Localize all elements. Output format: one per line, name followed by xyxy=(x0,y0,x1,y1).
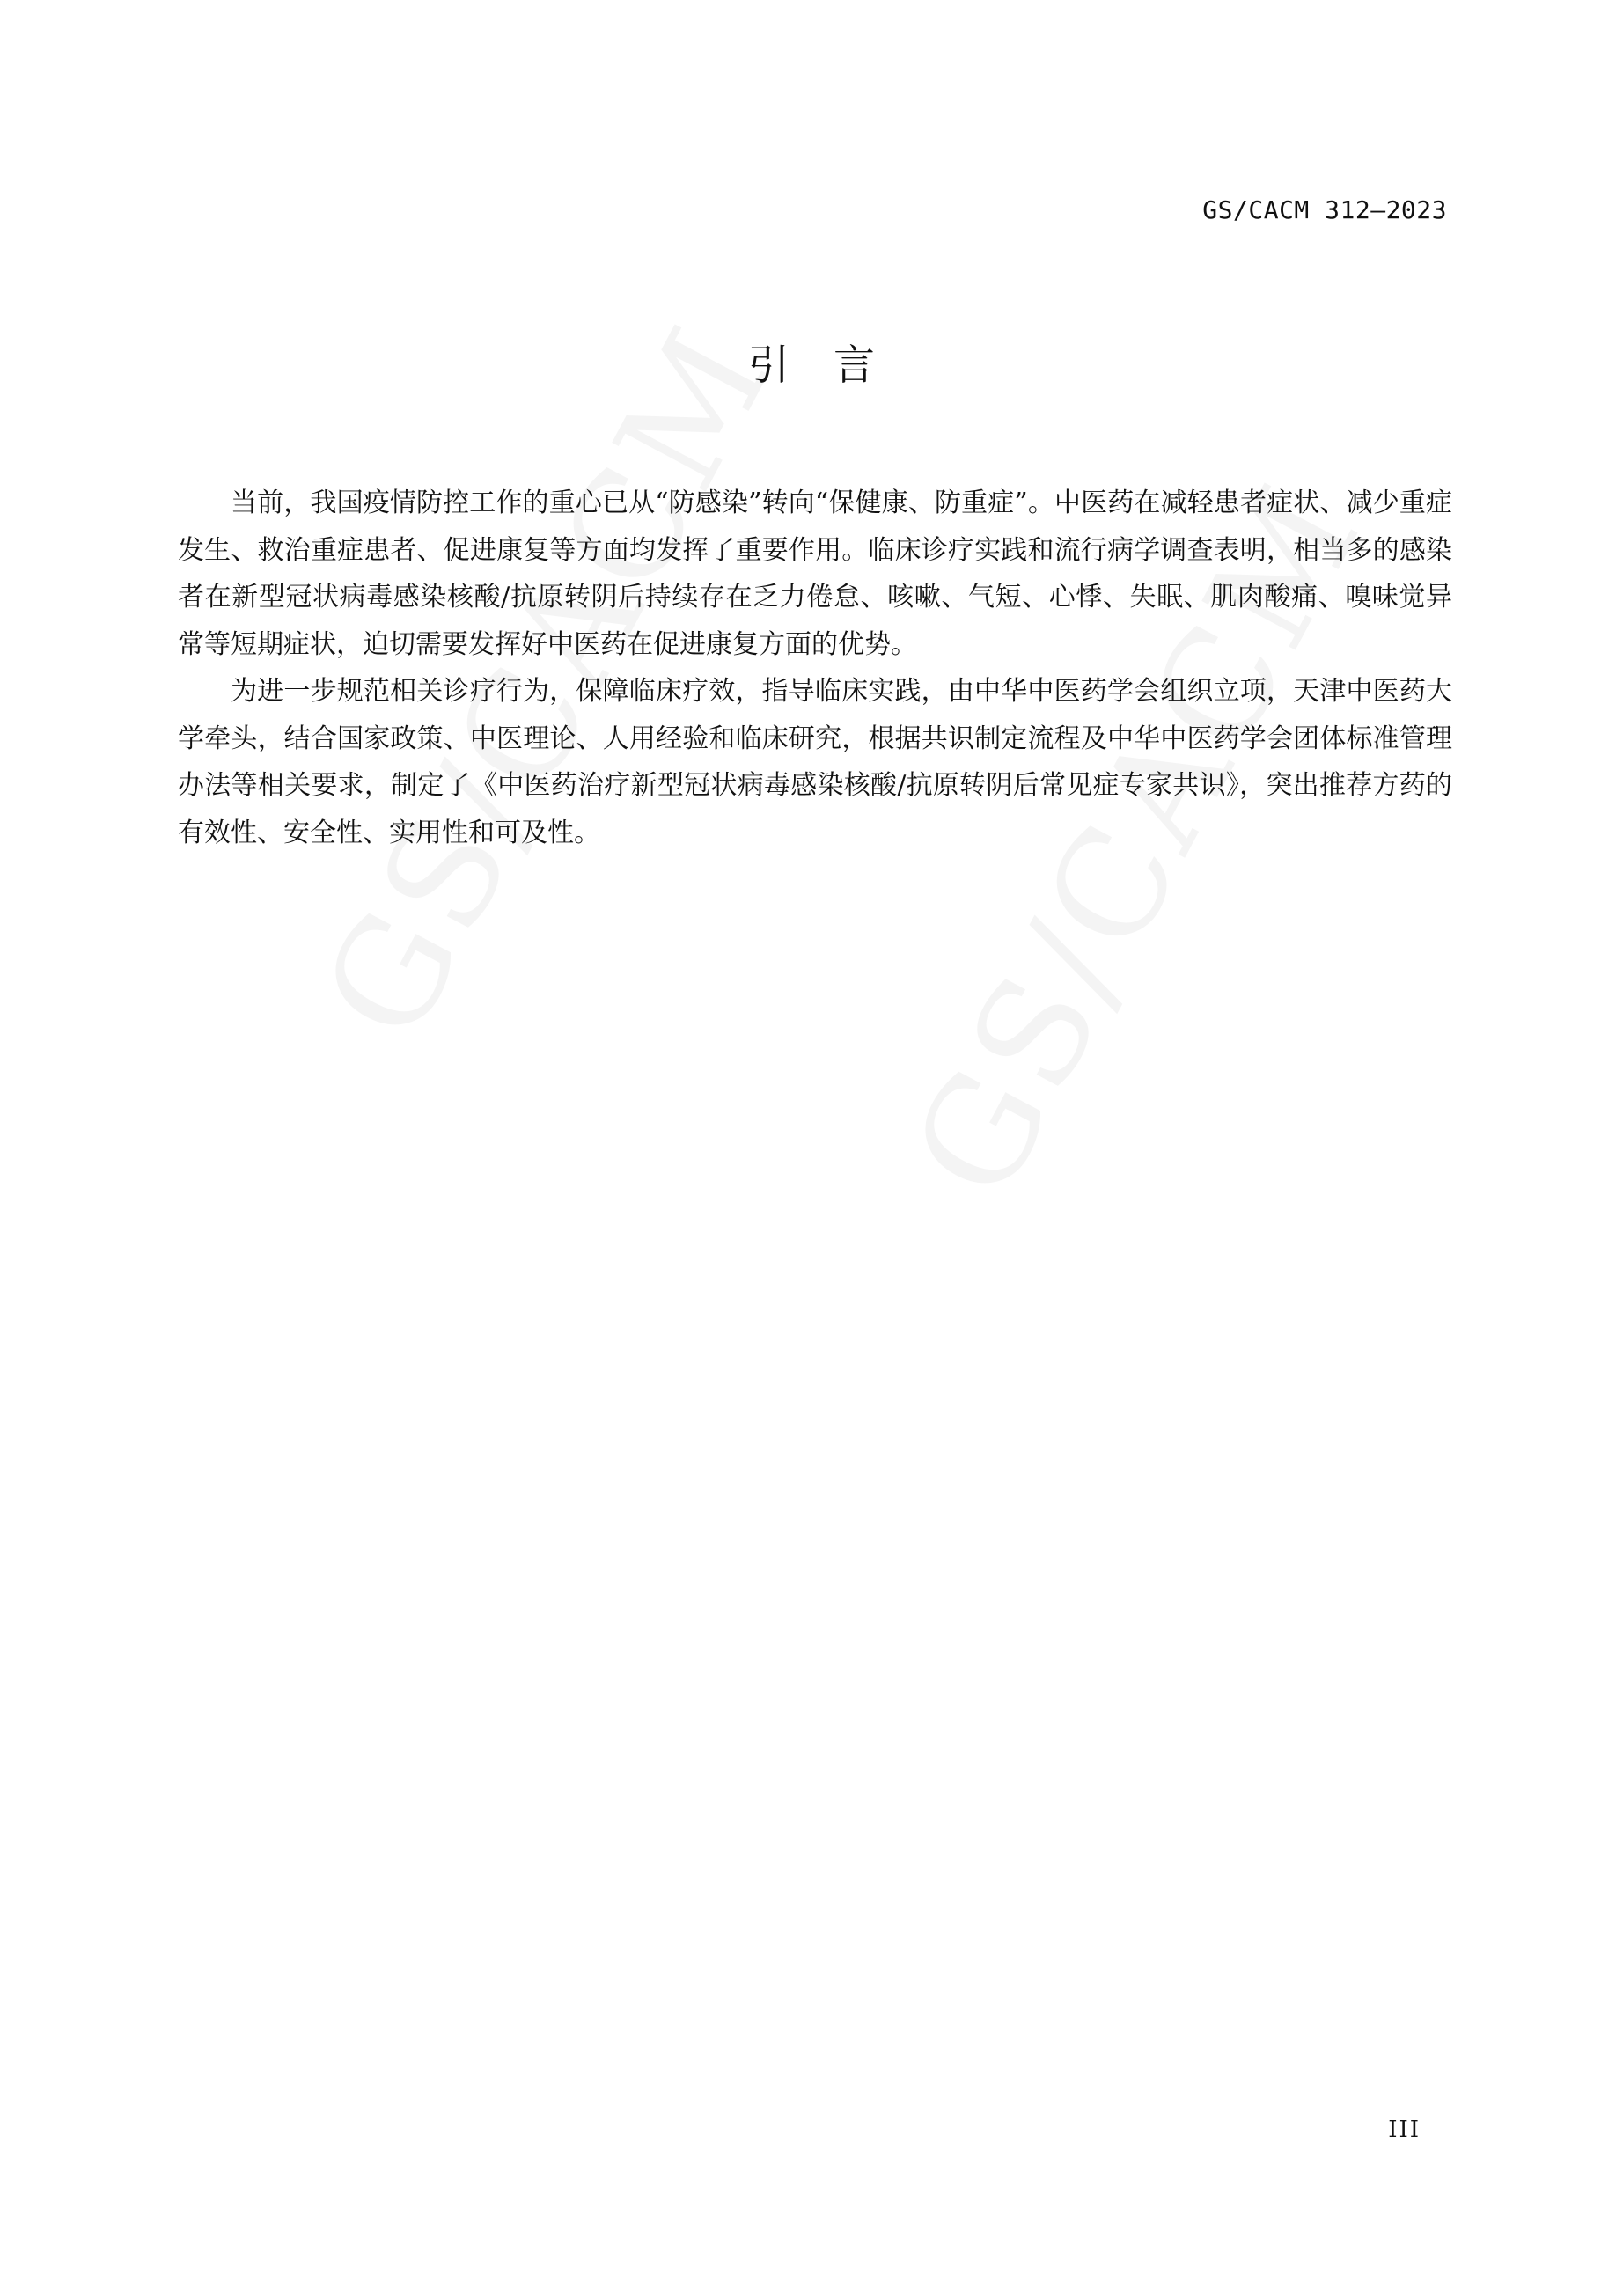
paragraph-2: 为进一步规范相关诊疗行为，保障临床疗效，指导临床实践，由中华中医药学会组织立项，天津中医药大学牵头，结合国家政策、中医理论、人用经验和临床研究，根据共识制定流程及中华中医药学会团体标准管理办法等相关要求，制定了《中医药治疗新型冠状病毒感染核酸/抗原转阴后常见症专家共识》，突出推荐方药的有效性、安全性、实用性和可及性。 xyxy=(178,676,1452,848)
page-number: III xyxy=(1388,2116,1421,2143)
body-text xyxy=(178,480,1452,856)
standard-code: GS/CACM 312—2023 xyxy=(1202,195,1447,224)
paragraph-1: 当前，我国疫情防控工作的重心已从“防感染”转向“保健康、防重症”。中医药在减轻患者症状、减少重症发生、救治重症患者、促进康复等方面均发挥了重要作用。临床诊疗实践和流行病学调查表明，相当多的感染者在新型冠状病毒感染核酸/抗原转阴后持续存在乏力倦怠、咳嗽、气短、心悸、失眠、肌肉酸痛、嗅味觉异常等短期症状，迫切需要发挥好中医药在促进康复方面的优势。 xyxy=(178,488,1452,660)
page-title: 引言 xyxy=(748,341,919,390)
